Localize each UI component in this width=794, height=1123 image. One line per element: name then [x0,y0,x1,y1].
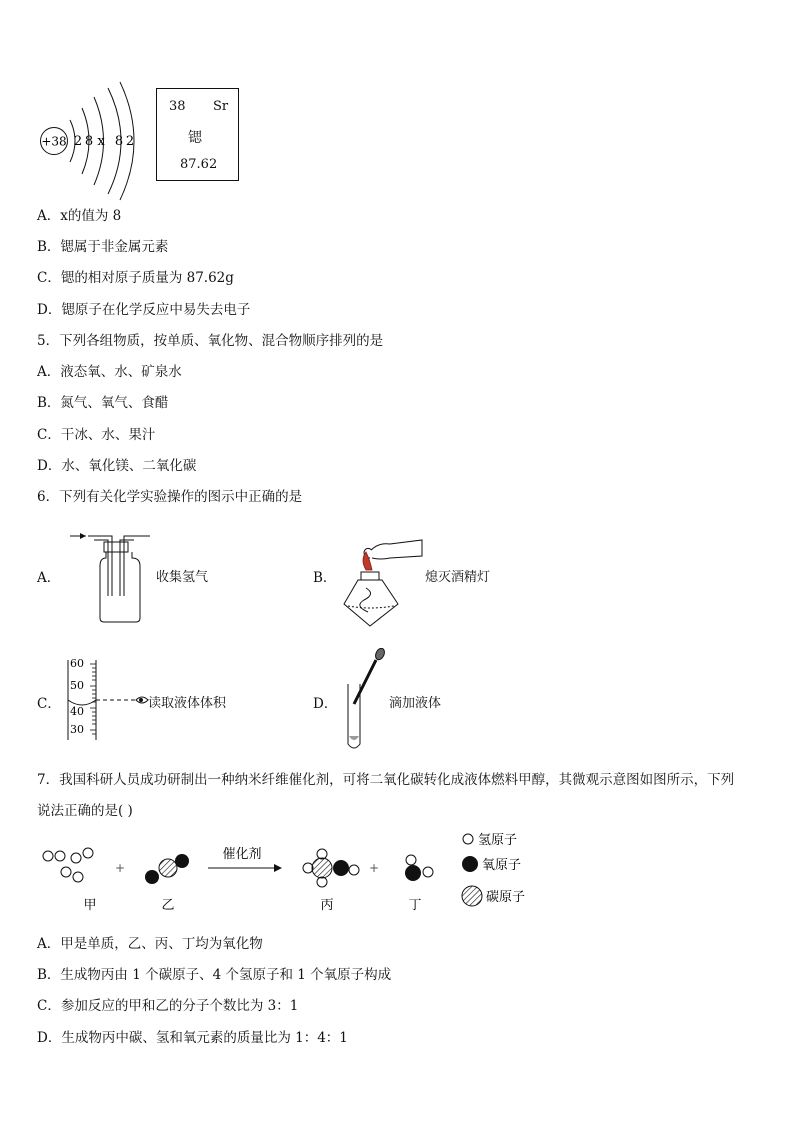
q6-stem: 6．下列有关化学实验操作的图示中正确的是 [37,489,303,505]
legend-carbon: 碳原子 [486,890,526,905]
legend-hydrogen: 氢原子 [478,833,518,848]
element-atomic-number: 38 [169,99,186,114]
cylinder-tick-40: 40 [70,705,84,718]
q4-option-a: A．x的值为 8 [37,208,122,224]
dropper-test-tube-illustration [340,648,392,752]
gas-collection-bottle-illustration [68,528,158,624]
reactant-jia-molecules [43,848,93,882]
q6-option-d-letter: D． [313,696,338,712]
product-ding-molecule [405,855,433,881]
q4-option-c: C．锶的相对原子质量为 87.62g [37,270,234,286]
q7-stem-line-2: 说法正确的是( ) [37,803,133,819]
q5-option-a: A．液态氧、水、矿泉水 [37,364,182,380]
q7-option-c: C．参加反应的甲和乙的分子个数比为 3：1 [37,998,299,1014]
label-bing: 丙 [320,898,334,913]
label-yi: 乙 [161,898,175,913]
q6-option-d-caption: 滴加液体 [389,696,442,711]
q7-option-d: D．生成物丙中碳、氢和氧元素的质量比为 1：4：1 [37,1030,348,1046]
q6-option-a-letter: A． [37,570,61,586]
shell-electrons-1: 2 [73,134,83,149]
q7-option-a: A．甲是单质，乙、丙、丁均为氧化物 [37,936,263,952]
element-card [156,88,239,181]
q4-option-d: D．锶原子在化学反应中易失去电子 [37,302,251,318]
carbon-atom-swatch [462,886,482,906]
shell-electrons-5: 2 [125,134,135,149]
reaction-micro-diagram [36,824,556,916]
graduated-cylinder-illustration [64,656,150,742]
q6-option-c-letter: C． [37,696,61,712]
element-name: 锶 [188,130,202,146]
cylinder-tick-50: 50 [70,679,84,692]
q5-option-c: C．干冰、水、果汁 [37,427,156,443]
element-mass: 87.62 [180,157,218,172]
plus-sign-1: + [114,861,126,875]
hydrogen-atom-swatch [463,834,473,844]
legend [462,833,525,906]
cylinder-tick-30: 30 [70,723,84,736]
atom-structure-diagram [38,78,148,202]
reactant-yi-molecule [145,854,189,884]
plus-sign-2: + [368,861,380,875]
q6-option-a-caption: 收集氢气 [156,570,209,585]
shell-electrons-4: 8 [114,134,124,149]
product-bing-molecule [303,849,359,887]
q5-stem: 5．下列各组物质，按单质、氧化物、混合物顺序排列的是 [37,333,384,349]
q7-stem-line-1: 7．我国科研人员成功研制出一种纳米纤维催化剂，可将二氧化碳转化成液体燃料甲醇，其微观示意图如图所示，下列 [37,772,735,788]
element-symbol: Sr [213,99,229,114]
q7-option-b: B．生成物丙由 1 个碳原子、4 个氢原子和 1 个氧原子构成 [37,967,392,983]
q5-option-d: D．水、氧化镁、二氧化碳 [37,458,197,474]
shell-electrons-3: x [97,134,105,149]
shell-electrons-2: 8 [84,134,94,149]
nucleus-charge: +38 [41,134,67,149]
q6-option-b-caption: 熄灭酒精灯 [425,570,491,585]
oxygen-atom-swatch [462,856,478,872]
catalyst-label: 催化剂 [222,847,262,862]
label-jia: 甲 [83,898,97,913]
q6-option-c-caption: 读取液体体积 [148,696,227,711]
label-ding: 丁 [408,898,422,913]
legend-oxygen: 氧原子 [482,858,522,873]
q5-option-b: B．氮气、氧气、食醋 [37,395,169,411]
alcohol-lamp-illustration [336,528,428,628]
cylinder-tick-60: 60 [70,657,84,670]
q6-option-b-letter: B． [313,570,337,586]
q4-option-b: B．锶属于非金属元素 [37,239,169,255]
